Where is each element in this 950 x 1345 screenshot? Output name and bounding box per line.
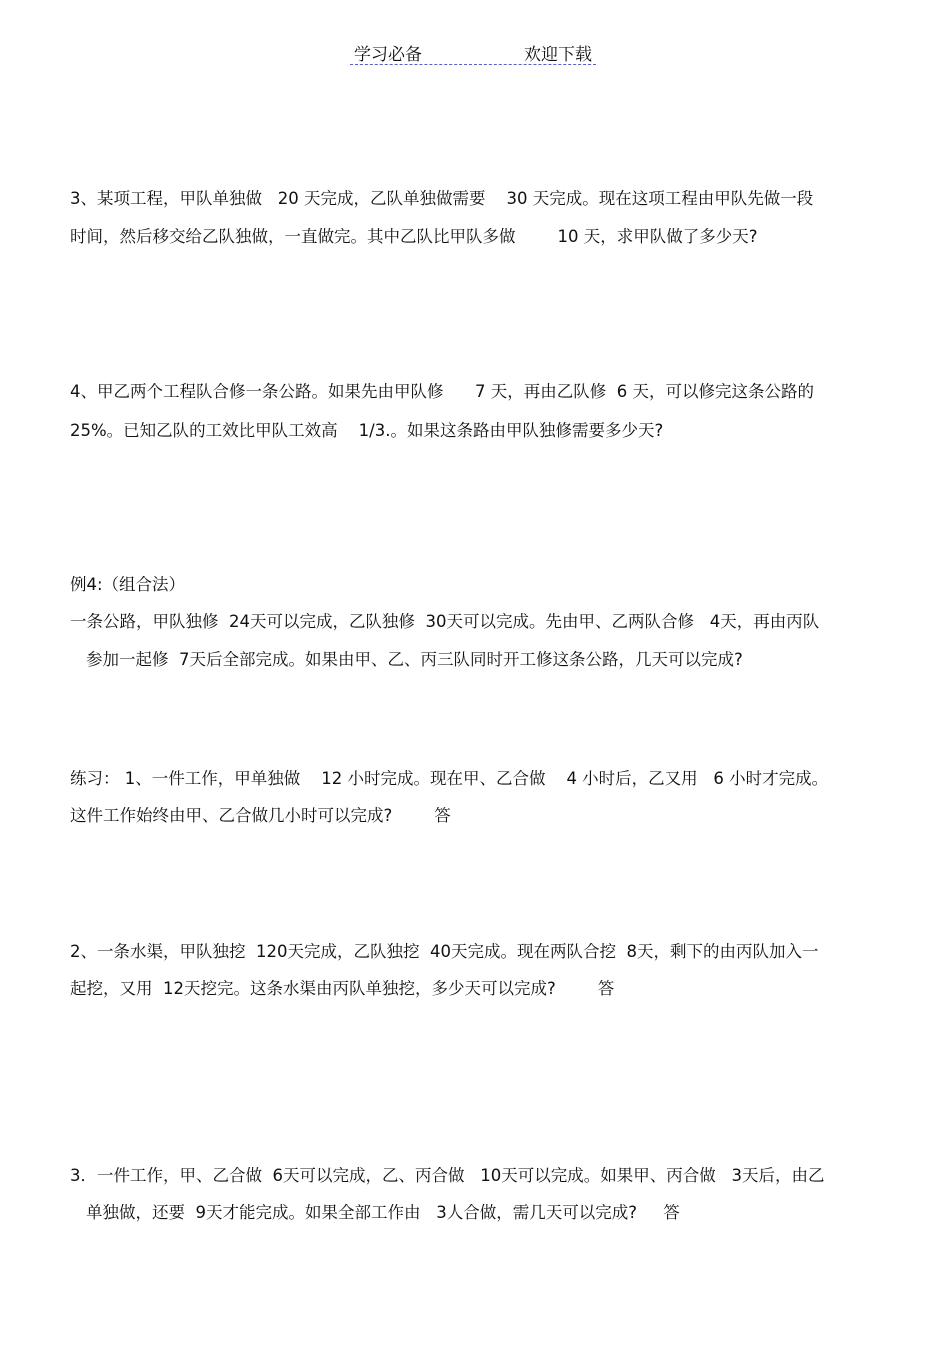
practice-2-line-2: 起挖，又用 12天挖完。这条水渠由丙队单独挖，多少天可以完成? 答 — [70, 979, 615, 998]
practice-3-line-2: 单独做，还要 9天才能完成。如果全部工作由 3人合做，需几天可以完成? 答 — [86, 1203, 680, 1222]
practice-2-line-1: 2、一条水渠，甲队独挖 120天完成，乙队独挖 40天完成。现在两队合挖 8天，剩下的由丙队加入一 — [70, 942, 819, 961]
page-header — [350, 40, 596, 65]
practice-3-line-1: 3．一件工作，甲、乙合做 6天可以完成，乙、丙合做 10天可以完成。如果甲、丙合做 3天后，由乙 — [70, 1166, 825, 1185]
practice-1-line-2: 这件工作始终由甲、乙合做几小时可以完成? 答 — [70, 806, 451, 825]
header-left-text: 学习必备 — [354, 45, 422, 65]
example-4-line-1: 一条公路，甲队独修 24天可以完成，乙队独修 30天可以完成。先由甲、乙两队合修 4天，再由丙队 — [70, 612, 820, 631]
problem-3-line-1: 3、某项工程，甲队单独做 20 天完成，乙队单独做需要 30 天完成。现在这项工程由甲队先做一段 — [70, 189, 814, 208]
problem-4-line-1: 4、甲乙两个工程队合修一条公路。如果先由甲队修 7 天，再由乙队修 6 天，可以修完这条公路的 — [70, 382, 814, 401]
problem-4-line-2: 25%。已知乙队的工效比甲队工效高 1/3.。如果这条路由甲队独修需要多少天? — [70, 421, 664, 440]
header-right-text: 欢迎下载 — [524, 45, 592, 65]
example-4-title: 例4:（组合法） — [70, 575, 186, 594]
problem-3-line-2: 时间，然后移交给乙队独做，一直做完。其中乙队比甲队多做 10 天，求甲队做了多少天? — [70, 227, 758, 246]
practice-1-line-1: 练习： 1、一件工作，甲单独做 12 小时完成。现在甲、乙合做 4 小时后，乙又用 6 小时才完成。 — [70, 769, 829, 788]
example-4-line-2: 参加一起修 7天后全部完成。如果由甲、乙、丙三队同时开工修这条公路，几天可以完成? — [86, 650, 743, 669]
